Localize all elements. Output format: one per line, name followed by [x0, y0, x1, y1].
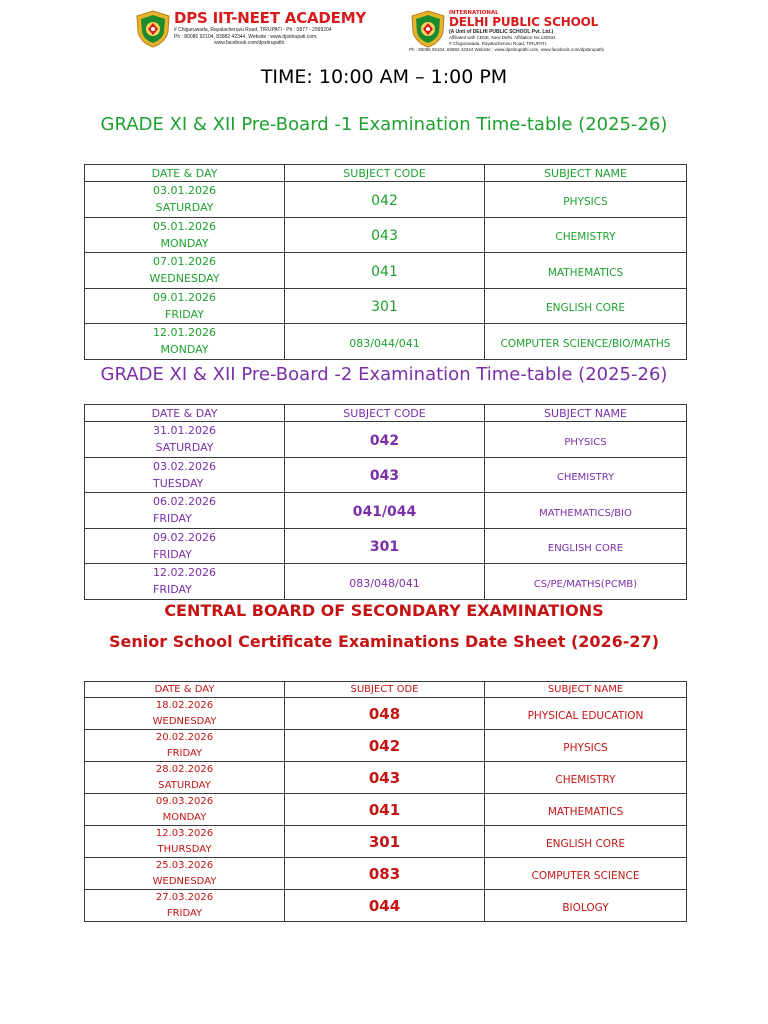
exam-day: MONDAY [162, 811, 207, 823]
international-label: INTERNATIONAL [449, 10, 499, 16]
phone-line: Ph : 80086 92104, 83882 42344, Website : www.dpstirupati.com, [174, 33, 318, 40]
school-name: DELHI PUBLIC SCHOOL [449, 15, 599, 29]
subject-code: 043 [368, 769, 401, 787]
subject-code-cell [285, 730, 485, 762]
subject-name-cell [485, 457, 687, 493]
subject-name-cell [485, 564, 687, 600]
cbse-subheading: Senior School Certificate Examinations Date Sheet (2026-27) [108, 632, 659, 651]
subject-code: 301 [371, 299, 398, 316]
subject-name: ENGLISH CORE [547, 543, 624, 555]
date-day-cell [85, 858, 285, 890]
address-line: # Chiguruwada, Rayalacheruvu Road, TIRUPATI - Ph : 0877 - 2999204 [174, 27, 332, 33]
subject-name: PHYSICS [563, 742, 608, 754]
date-day-cell [85, 890, 285, 922]
column-header: SUBJECT NAME [485, 682, 687, 698]
exam-day: WEDNESDAY [152, 715, 217, 727]
table-row [85, 288, 687, 324]
table-row [85, 762, 687, 794]
exam-day: THURSDAY [157, 843, 212, 855]
exam-day: WEDNESDAY [149, 272, 220, 286]
subject-name-cell [485, 858, 687, 890]
date-day-cell [85, 217, 285, 253]
date-day-cell [85, 422, 285, 458]
preboard-1-table [84, 164, 687, 360]
exam-date: 03.01.2026 [153, 184, 216, 198]
table-row [85, 182, 687, 218]
exam-day: FRIDAY [166, 747, 203, 759]
table-row [85, 422, 687, 458]
subject-name: COMPUTER SCIENCE [531, 870, 640, 882]
exam-date: 20.02.2026 [155, 732, 214, 743]
exam-date: 09.01.2026 [153, 290, 216, 304]
date-day-cell [85, 528, 285, 564]
subject-name-cell [485, 730, 687, 762]
exam-date: 31.01.2026 [153, 424, 216, 438]
subject-name: MATHEMATICS [547, 266, 624, 279]
table-header-row [85, 405, 687, 422]
exam-day: FRIDAY [166, 907, 203, 919]
column-header: DATE & DAY [85, 405, 285, 422]
subject-name-cell [485, 182, 687, 218]
academy-name: DPS IIT-NEET ACADEMY [174, 9, 367, 27]
column-header: SUBJECT ODE [285, 682, 485, 698]
table-row [85, 528, 687, 564]
exam-date: 25.03.2026 [155, 860, 214, 871]
column-header: SUBJECT CODE [285, 165, 485, 182]
subject-name: PHYSICS [564, 436, 607, 448]
date-day-cell [85, 253, 285, 289]
exam-day: WEDNESDAY [152, 875, 217, 887]
exam-day: FRIDAY [153, 512, 192, 526]
subject-name-cell [485, 217, 687, 253]
subject-name-cell [485, 324, 687, 360]
exam-day: SATURDAY [158, 779, 211, 791]
subject-code-cell [285, 890, 485, 922]
date-day-cell [85, 457, 285, 493]
exam-day: FRIDAY [153, 583, 192, 597]
exam-day: MONDAY [160, 343, 209, 357]
contact-line: Ph : 80086 92104, 83882 42344 Website : www.dpstirupathi.com, www.facebook.com/dpstirupathi [409, 47, 605, 52]
subject-code: 083/048/041 [349, 576, 420, 590]
exam-date: 05.01.2026 [153, 219, 216, 233]
exam-date: 12.01.2026 [153, 326, 216, 340]
delhi-public-school-brand [410, 10, 604, 53]
subject-code: 083 [368, 865, 401, 883]
subject-code-cell [285, 564, 485, 600]
table-row [85, 457, 687, 493]
table-row [85, 890, 687, 922]
subject-name-cell [485, 493, 687, 529]
subject-name-cell [485, 698, 687, 730]
subject-name-cell [485, 826, 687, 858]
preboard-1-heading: GRADE XI & XII Pre-Board -1 Examination Time-table (2025-26) [100, 114, 668, 135]
exam-day: MONDAY [160, 236, 209, 250]
exam-date: 18.02.2026 [155, 700, 214, 711]
exam-date: 03.02.2026 [153, 459, 216, 473]
subject-code-cell [285, 794, 485, 826]
exam-date: 09.03.2026 [155, 796, 214, 807]
school-emblem-icon [410, 10, 446, 48]
subject-code: 048 [368, 705, 401, 723]
date-day-cell [85, 794, 285, 826]
subject-name-cell [485, 528, 687, 564]
column-header: SUBJECT NAME [485, 405, 687, 422]
subject-name-cell [485, 253, 687, 289]
column-header: DATE & DAY [85, 682, 285, 698]
preboard-2-table [84, 404, 687, 600]
subject-code-cell [285, 457, 485, 493]
subject-name: COMPUTER SCIENCE/BIO/MATHS [500, 337, 671, 350]
subject-code-cell [285, 422, 485, 458]
exam-date: 12.02.2026 [153, 566, 216, 580]
school-emblem-icon [135, 10, 171, 48]
subject-code-cell [285, 288, 485, 324]
exam-day: SATURDAY [155, 201, 214, 215]
table-row [85, 730, 687, 762]
subject-code: 041 [371, 263, 398, 280]
date-day-cell [85, 564, 285, 600]
dps-iit-neet-brand [135, 10, 366, 48]
exam-date: 06.02.2026 [153, 495, 216, 509]
date-day-cell [85, 762, 285, 794]
table-header-row [85, 682, 687, 698]
subject-code-cell [285, 858, 485, 890]
table-row [85, 217, 687, 253]
table-row [85, 493, 687, 529]
date-day-cell [85, 826, 285, 858]
subject-code: 043 [369, 468, 400, 485]
date-day-cell [85, 493, 285, 529]
exam-day: SATURDAY [155, 441, 214, 455]
exam-date: 12.03.2026 [155, 828, 214, 839]
date-day-cell [85, 182, 285, 218]
subject-name-cell [485, 288, 687, 324]
subject-code: 041/044 [352, 503, 417, 520]
subject-name: CHEMISTRY [555, 231, 616, 244]
exam-day: FRIDAY [153, 547, 192, 561]
address-line: # Chiguruwada, Rayalacheruvu Road, TIRUPATI. [449, 41, 548, 46]
subject-name: CHEMISTRY [555, 774, 616, 786]
subject-code: 301 [368, 833, 401, 851]
table-row [85, 698, 687, 730]
cbse-heading: CENTRAL BOARD OF SECONDARY EXAMINATIONS [164, 601, 604, 620]
cbse-date-sheet-table [84, 681, 687, 922]
exam-date: 27.03.2026 [155, 892, 214, 903]
table-row [85, 253, 687, 289]
exam-day: TUESDAY [153, 476, 204, 490]
subject-code-cell [285, 217, 485, 253]
subject-code: 042 [369, 432, 400, 449]
subject-code-cell [285, 182, 485, 218]
subject-code-cell [285, 324, 485, 360]
subject-code-cell [285, 528, 485, 564]
exam-day: FRIDAY [165, 307, 204, 321]
subject-name-cell [485, 890, 687, 922]
subject-code-cell [285, 253, 485, 289]
subject-code-cell [285, 826, 485, 858]
unit-line: (A Unit of DELHI PUBLIC SCHOOL Pvt. Ltd.) [449, 29, 554, 35]
exam-date: 09.02.2026 [153, 530, 216, 544]
exam-time: TIME: 10:00 AM – 1:00 PM [260, 66, 508, 88]
subject-name: MATHEMATICS [547, 806, 624, 818]
column-header: SUBJECT CODE [285, 405, 485, 422]
date-day-cell [85, 324, 285, 360]
subject-code: 083/044/041 [349, 336, 420, 350]
table-header-row [85, 165, 687, 182]
date-day-cell [85, 698, 285, 730]
subject-code: 042 [371, 192, 398, 209]
column-header: SUBJECT NAME [485, 165, 687, 182]
subject-name-cell [485, 794, 687, 826]
subject-code: 043 [371, 228, 398, 245]
subject-code: 301 [369, 539, 400, 556]
subject-name: ENGLISH CORE [546, 838, 625, 850]
subject-code: 044 [368, 897, 401, 915]
subject-code: 041 [368, 801, 401, 819]
subject-name: PHYSICS [563, 195, 608, 208]
table-row [85, 794, 687, 826]
subject-name: MATHEMATICS/BIO [539, 507, 632, 519]
subject-code-cell [285, 762, 485, 794]
subject-name-cell [485, 762, 687, 794]
subject-name-cell [485, 422, 687, 458]
subject-name: BIOLOGY [562, 902, 609, 914]
column-header: DATE & DAY [85, 165, 285, 182]
table-row [85, 826, 687, 858]
affiliation-line: Affiliated with CBSE, New Delhi. Affiliation No.130934 [449, 35, 556, 40]
table-row [85, 324, 687, 360]
subject-code: 042 [368, 737, 401, 755]
subject-code-cell [285, 493, 485, 529]
subject-name: ENGLISH CORE [546, 302, 625, 315]
table-row [85, 858, 687, 890]
social-line: www.facebook.com/dpstirupathi [214, 40, 285, 46]
subject-name: PHYSICAL EDUCATION [527, 710, 644, 722]
subject-code-cell [285, 698, 485, 730]
table-row [85, 564, 687, 600]
preboard-2-heading: GRADE XI & XII Pre-Board -2 Examination Time-table (2025-26) [100, 364, 668, 385]
subject-name: CHEMISTRY [556, 472, 615, 484]
subject-name: CS/PE/MATHS(PCMB) [533, 578, 638, 590]
date-day-cell [85, 730, 285, 762]
date-day-cell [85, 288, 285, 324]
exam-date: 07.01.2026 [153, 255, 216, 269]
exam-date: 28.02.2026 [155, 764, 214, 775]
